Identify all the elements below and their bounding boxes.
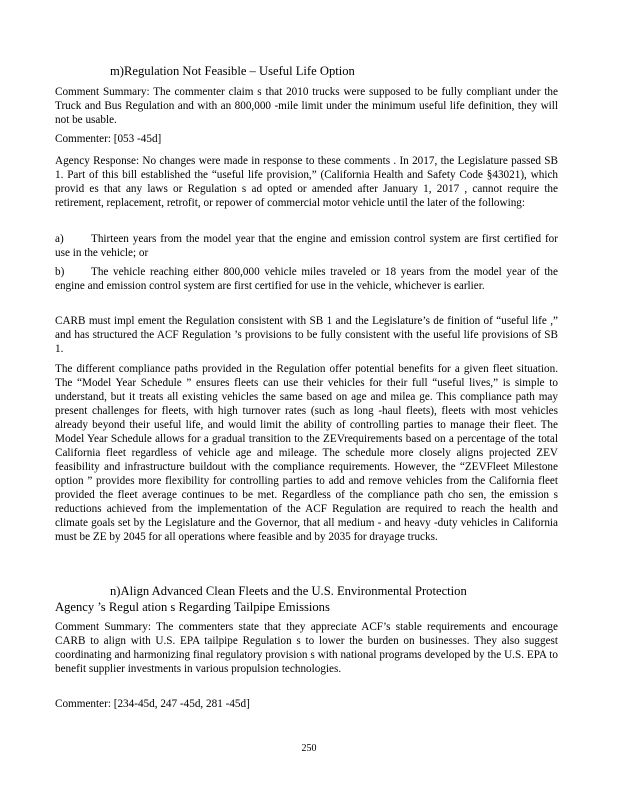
list-item-a-marker: a) (55, 233, 64, 245)
list-item-b-text: The vehicle reaching either 800,000 vehicle miles traveled or 18 years from the model year of the engine and emission control system are first certified for use in the vehicle, whichever is earlier. (55, 266, 558, 292)
section-m-comment-summary: Comment Summary: The commenter claim s that 2010 trucks were supposed to be fully compliant under the Truck and Bus Regulation and with an 800,000 -mile limit under the minimum useful life definition, they will not be usable. (55, 86, 558, 126)
compliance-paths-paragraph: The different compliance paths provided in the Regulation offer potential benefits for a given fleet situation. The “Model Year Schedule ” ensures fleets can use their vehicles for their full “useful lives,” is simple to understand, but it treats all existing vehicles the same based on age and milea ge. This compliance path may present challenges for fleets, with high turnover rates (such as long -haul fleets), fleets with most vehicles already beyond their useful life, and would limit the ability of controlling parties to manage their fleet. The Model Year Schedule allows for a gradual transition to the ZEVrequirements based on a percentage of the total California fleet regardless of vehicle age and mileage. The schedule more closely aligns projected ZEV feasibility and infrastructure buildout with the compliance requirements. However, the “ZEVFleet Milestone option ” provides more flexibility for controlling parties to add and remove vehicles from the California fleet provided the fleet average continues to be met. Regardless of the compliance path cho sen, the emission s reductions achieved from the implementation of the ACF Regulation are required to reach the health and climate goals set by the Legislature and the Governor, that all medium - and heavy -duty vehicles in California must be ZE by 2045 for all operations where feasible and by 2035 for drayage trucks. (55, 363, 558, 543)
list-item-b-marker: b) (55, 266, 65, 278)
list-item-a-text: Thirteen years from the model year that the engine and emission control system are first certified for use in the vehicle; or (55, 233, 558, 259)
section-n-heading-line2: Agency ’s Regul ation s Regarding Tailpipe Emissions (55, 600, 330, 614)
page-number: 250 (301, 743, 317, 754)
list-item-a (55, 232, 558, 260)
carb-sb1-paragraph: CARB must impl ement the Regulation consistent with SB 1 and the Legislature’s de finition of “useful life ,” and has structured the ACF Regulation ’s provisions to be fully consistent with the useful life provisions of SB 1. (55, 315, 558, 355)
list-item-b (55, 265, 558, 293)
section-n-comment-summary: Comment Summary: The commenters state that they appreciate ACF’s stable requirements and encourage CARB to align with U.S. EPA tailpipe Regulation s to lower the burden on businesses. They also suggest coordinating and harmonizing final regulatory provision s with national programs developed by the U.S. EPA to benefit supplier investments in various propulsion technologies. (55, 621, 558, 675)
section-m-commenter: Commenter: [053 -45d] (55, 133, 162, 145)
section-n-heading-line1: n)Align Advanced Clean Fleets and the U.S. Environmental Protection (110, 584, 467, 598)
section-m-heading: m)Regulation Not Feasible – Useful Life Option (110, 64, 355, 78)
section-m-agency-response: Agency Response: No changes were made in response to these comments . In 2017, the Legislature passed SB 1. Part of this bill established the “useful life provision,” (California Health and Safety Code §43021), which provid es that any laws or Regulation s ad opted or amended after January 1, 2017 , cannot require the retirement, replacement, retrofit, or repower of commercial motor vehicle until the later of the following: (55, 155, 558, 209)
section-n-commenter: Commenter: [234-45d, 247 -45d, 281 -45d] (55, 698, 250, 710)
